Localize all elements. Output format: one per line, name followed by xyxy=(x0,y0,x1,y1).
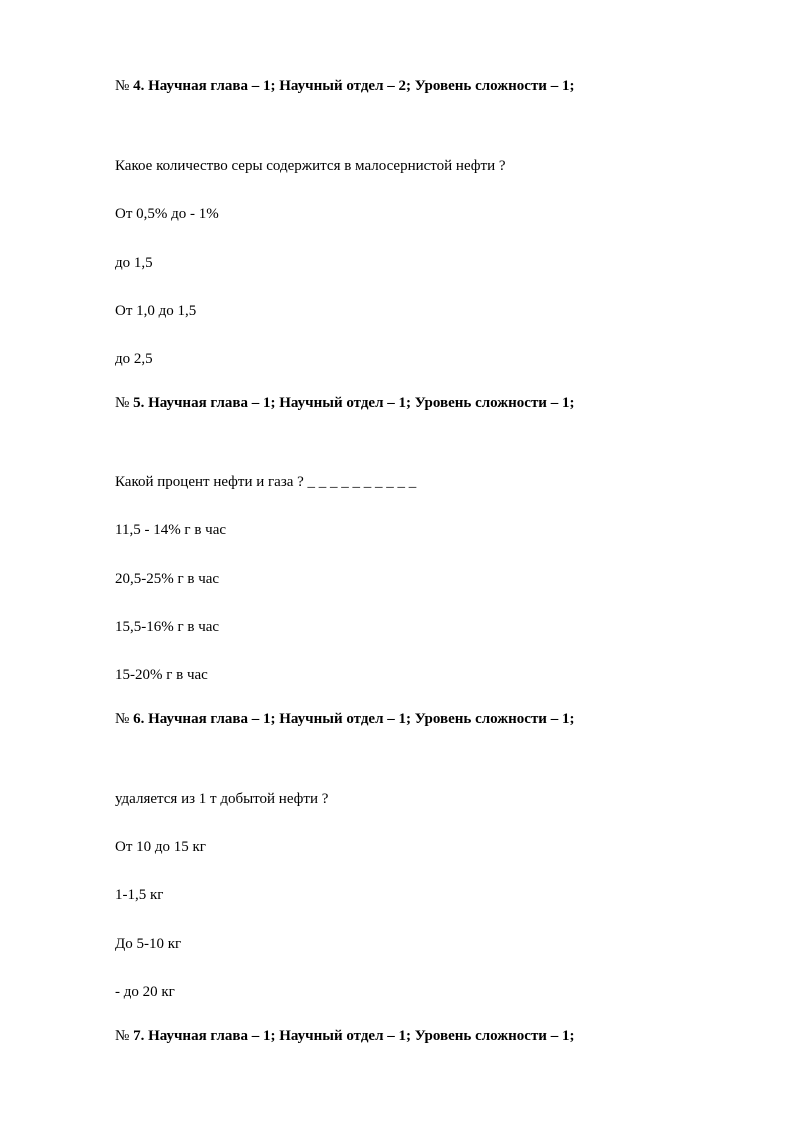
answer-option: до 1,5 xyxy=(115,255,153,271)
answer-option: 1-1,5 кг xyxy=(115,887,164,903)
question-header-text: 7. Научная глава – 1; Научный отдел – 1; Уровень сложности – 1; xyxy=(133,1028,575,1044)
answer-option: До 5-10 кг xyxy=(115,936,182,952)
answer-option: 11,5 - 14% г в час xyxy=(115,522,227,538)
number-sign: № xyxy=(115,395,130,411)
number-sign: № xyxy=(115,1028,130,1044)
question-text-5: Какой процент нефти и газа ? _ _ _ _ _ _ _ _ _ _ xyxy=(115,474,417,490)
question-text-4: Какое количество серы содержится в малосернистой нефти ? xyxy=(115,158,506,174)
question-header-text: 6. Научная глава – 1; Научный отдел – 1; Уровень сложности – 1; xyxy=(133,711,575,727)
question-header-5 xyxy=(115,393,574,413)
question-header-4 xyxy=(115,76,574,96)
number-sign: № xyxy=(115,78,130,94)
answer-option: - до 20 кг xyxy=(115,984,175,1000)
question-header-text: 5. Научная глава – 1; Научный отдел – 1; Уровень сложности – 1; xyxy=(133,395,575,411)
question-text-6: удаляется из 1 т добытой нефти ? xyxy=(115,791,329,807)
answer-option: От 1,0 до 1,5 xyxy=(115,303,197,319)
question-header-6 xyxy=(115,709,574,729)
question-header-7 xyxy=(115,1026,574,1046)
answer-option: От 10 до 15 кг xyxy=(115,839,206,855)
question-header-text: 4. Научная глава – 1; Научный отдел – 2; Уровень сложности – 1; xyxy=(133,78,575,94)
answer-option: 15,5-16% г в час xyxy=(115,619,220,635)
answer-option: до 2,5 xyxy=(115,351,153,367)
answer-option: От 0,5% до - 1% xyxy=(115,206,219,222)
number-sign: № xyxy=(115,711,130,727)
answer-option: 20,5-25% г в час xyxy=(115,571,220,587)
answer-option: 15-20% г в час xyxy=(115,667,208,683)
